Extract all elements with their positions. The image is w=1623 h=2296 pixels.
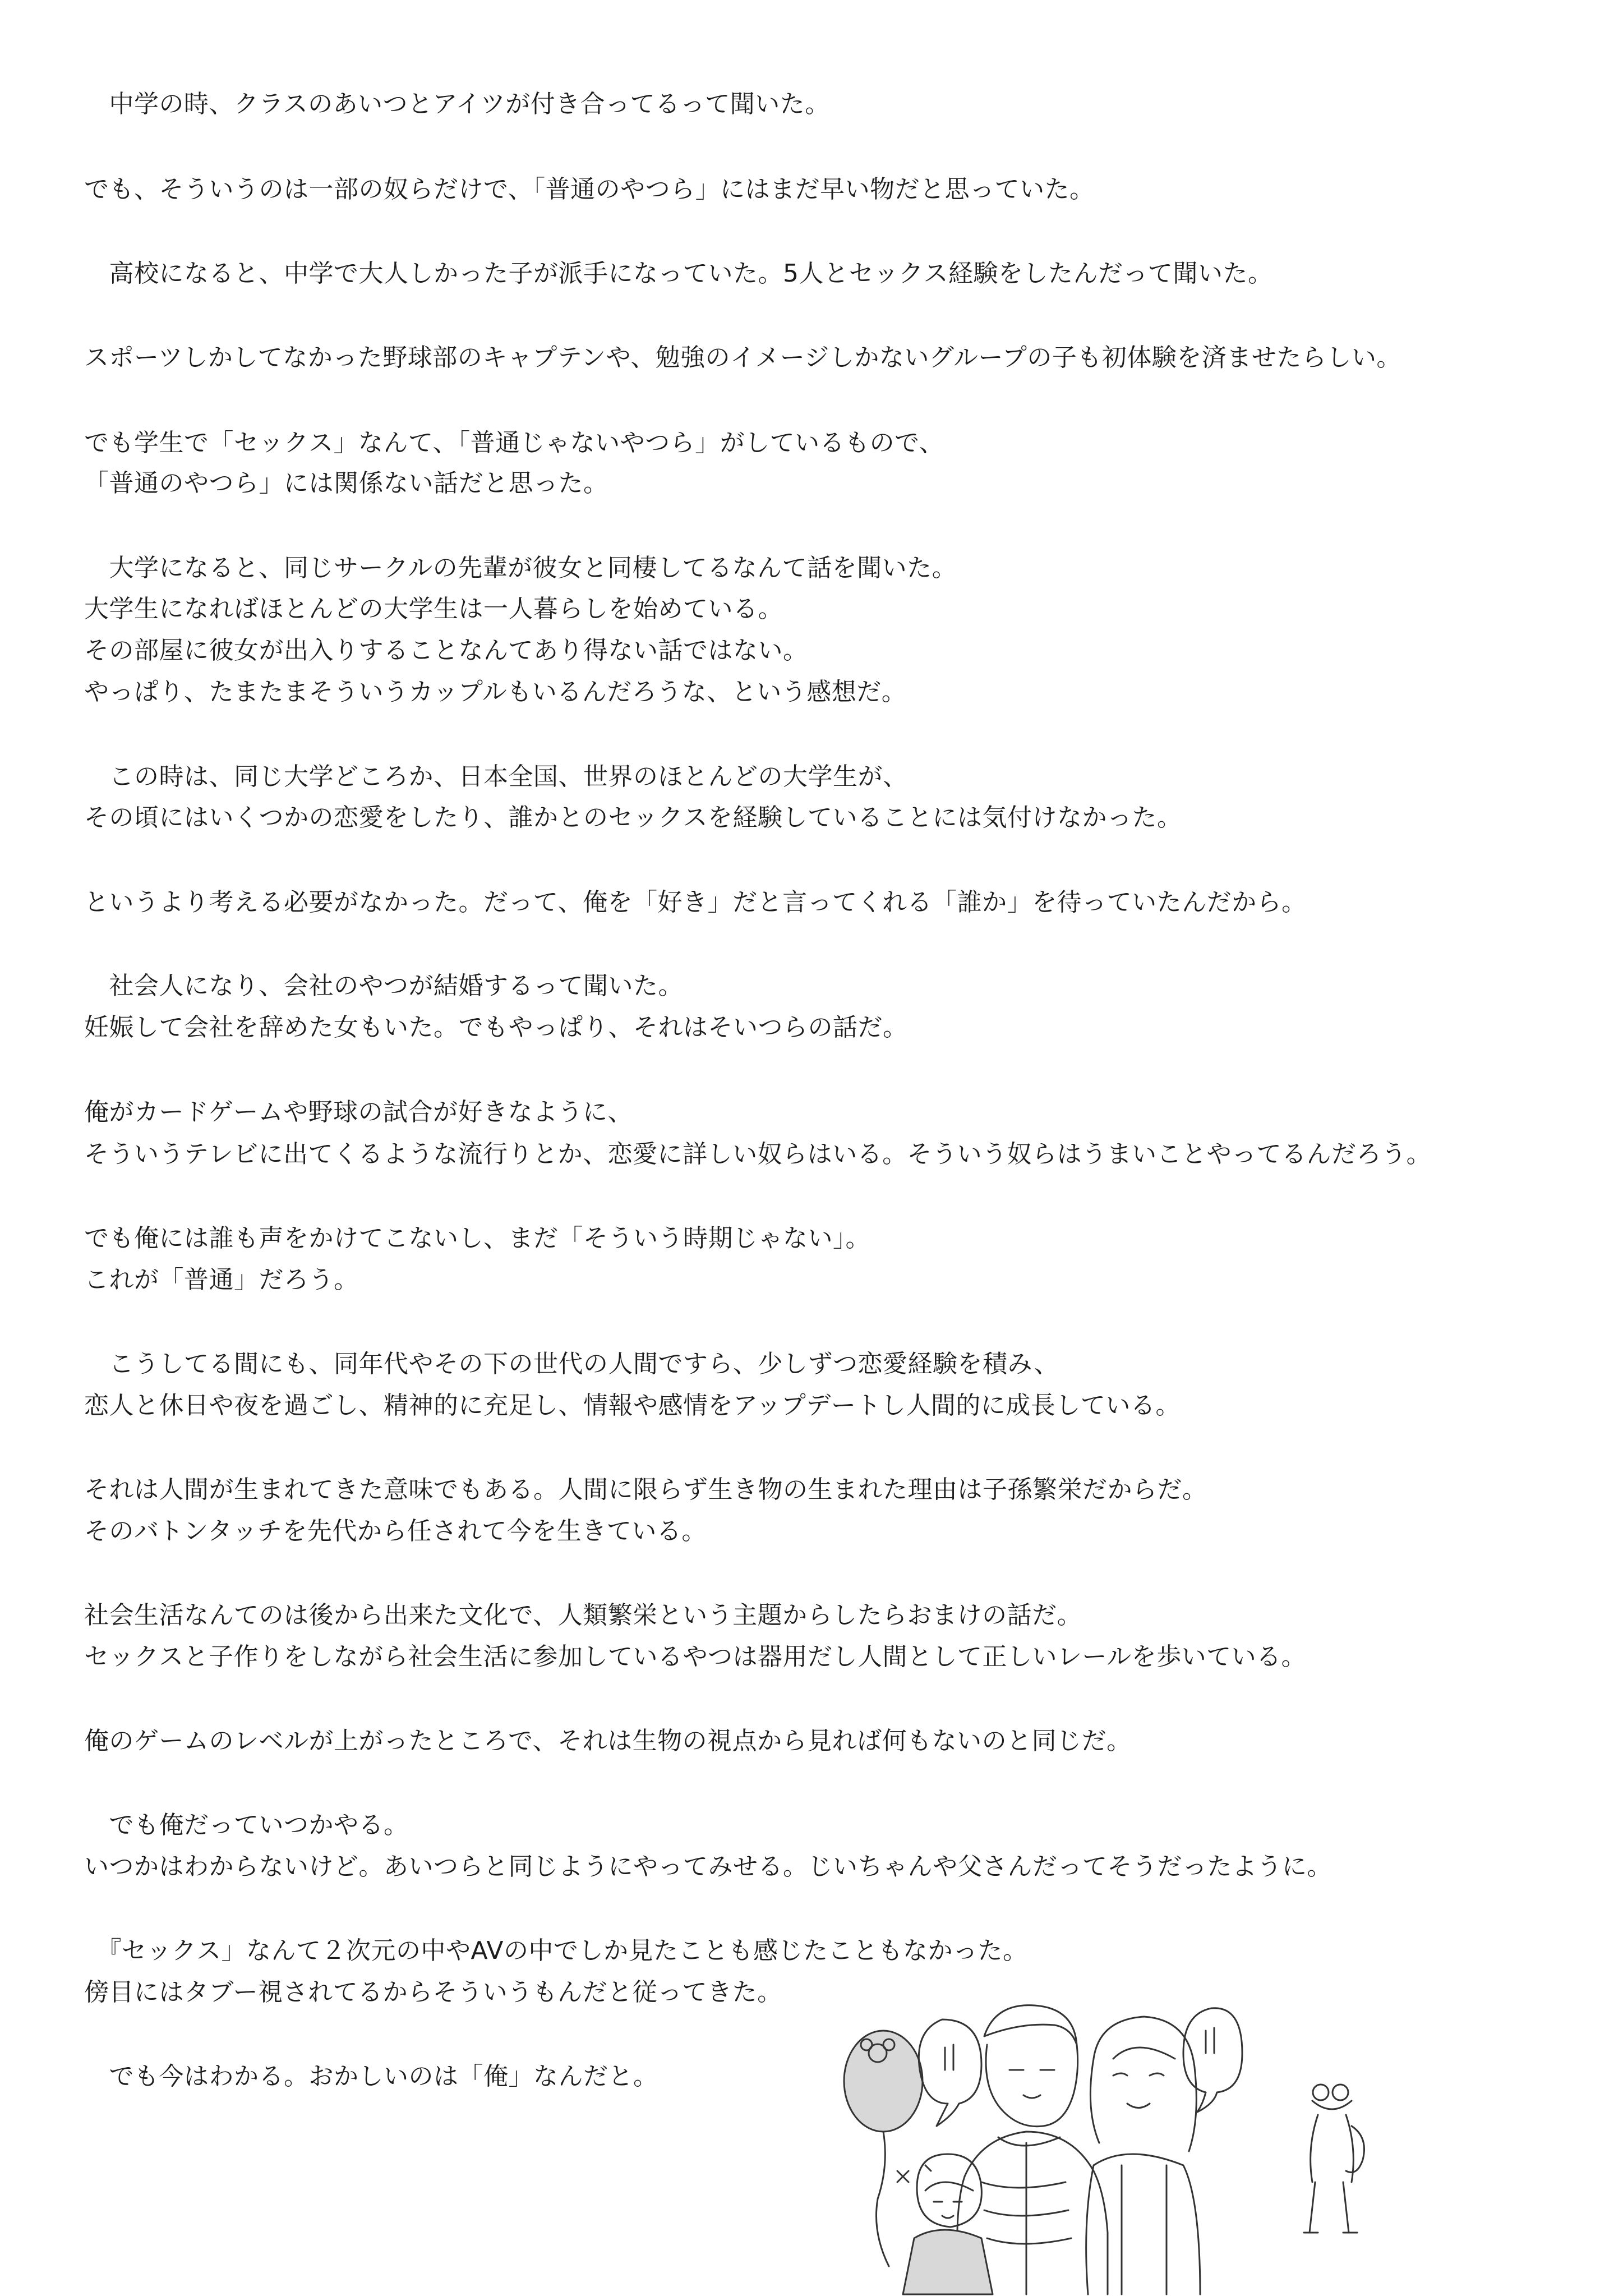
text-line: やっぱり、たまたまそういうカップルもいるんだろうな、という感想だ。	[84, 678, 907, 706]
frog-sketch-illustration	[1290, 2076, 1374, 2244]
text-line: でも俺には誰も声をかけてこないし、まだ「そういう時期じゃない」。	[84, 1224, 870, 1253]
speech-bubble-icon	[1183, 2008, 1242, 2112]
text-line: 『セックス」なんて２次元の中やAVの中でしか見たことも感じたこともなかった。	[84, 1936, 1028, 1965]
text-line: 大学生になればほとんどの大学生は一人暮らしを始めている。	[84, 595, 783, 623]
text-line: 社会人になり、会社のやつが結婚するって聞いた。	[84, 972, 683, 1000]
speech-bubble-icon	[919, 2019, 981, 2126]
frog-eye-icon	[1313, 2085, 1329, 2100]
text-line: そういうテレビに出てくるような流行りとか、恋愛に詳しい奴らはいる。そういう奴らはうまいことやってるんだろう。	[84, 1140, 1432, 1168]
text-line: それは人間が生まれてきた意味でもある。人間に限らず生き物の生まれた理由は子孫繁栄だからだ。	[84, 1475, 1207, 1504]
text-line: 妊娠して会社を辞めた女もいた。でもやっぱり、それはそいつらの話だ。	[84, 1013, 908, 1042]
text-line: スポーツしかしてなかった野球部のキャプテンや、勉強のイメージしかないグループの子も初体験を済ませたらしい。	[84, 343, 1401, 372]
text-line: 中学の時、クラスのあいつとアイツが付き合ってるって聞いた。	[84, 90, 830, 118]
text-line: こうしてる間にも、同年代やその下の世代の人間ですら、少しずつ恋愛経験を積み、	[84, 1350, 1059, 1378]
text-line: 傍目にはタブー視されてるからそういうもんだと従ってきた。	[84, 1978, 782, 2007]
balloon-icon	[844, 2031, 923, 2266]
text-line: でも学生で「セックス」なんて、「普通じゃないやつら」がしているもので、	[84, 429, 944, 457]
text-line: これが「普通」だろう。	[84, 1266, 359, 1294]
text-line: 俺のゲームのレベルが上がったところで、それは生物の視点から見れば何もないのと同じだ。	[84, 1727, 1132, 1755]
text-line: 社会生活なんてのは後から出来た文化で、人類繁栄という主題からしたらおまけの話だ。	[84, 1601, 1082, 1630]
text-line: いつかはわからないけど。あいつらと同じようにやってみせる。じいちゃんや父さんだってそうだったように。	[84, 1852, 1332, 1881]
text-line: この時は、同じ大学どころか、日本全国、世界のほとんどの大学生が、	[84, 762, 908, 791]
text-line: でも、そういうのは一部の奴らだけで、「普通のやつら」にはまだ早い物だと思っていた。	[84, 175, 1095, 204]
text-line: セックスと子作りをしながら社会生活に参加しているやつは器用だし人間として正しいレールを歩いている。	[84, 1642, 1307, 1671]
text-line: というより考える必要がなかった。だって、俺を「好き」だと言ってくれる「誰か」を待っていたんだから。	[84, 888, 1307, 917]
child-figure	[897, 2154, 993, 2294]
text-line: 大学になると、同じサークルの先輩が彼女と同棲してるなんて話を聞いた。	[84, 554, 957, 582]
text-line: 恋人と休日や夜を過ごし、精神的に充足し、情報や感情をアップデートし人間的に成長している。	[84, 1391, 1181, 1420]
text-line: でも俺だっていつかやる。	[84, 1811, 409, 1839]
text-line: その頃にはいくつかの恋愛をしたり、誰かとのセックスを経験していることには気付けなかった。	[84, 803, 1182, 832]
frog-eye-icon	[1332, 2085, 1348, 2100]
text-line: そのバトンタッチを先代から任されて今を生きている。	[84, 1517, 707, 1545]
text-line: その部屋に彼女が出入りすることなんてあり得ない話ではない。	[84, 636, 808, 665]
text-line: 高校になると、中学で大人しかった子が派手になっていた。5人とセックス経験をしたんだって聞いた。	[84, 259, 1273, 288]
text-line: 「普通のやつら」には関係ない話だと思った。	[84, 469, 608, 498]
text-line: でも今はわかる。おかしいのは「俺」なんだと。	[84, 2062, 658, 2091]
text-line: 俺がカードゲームや野球の試合が好きなように、	[84, 1098, 633, 1126]
